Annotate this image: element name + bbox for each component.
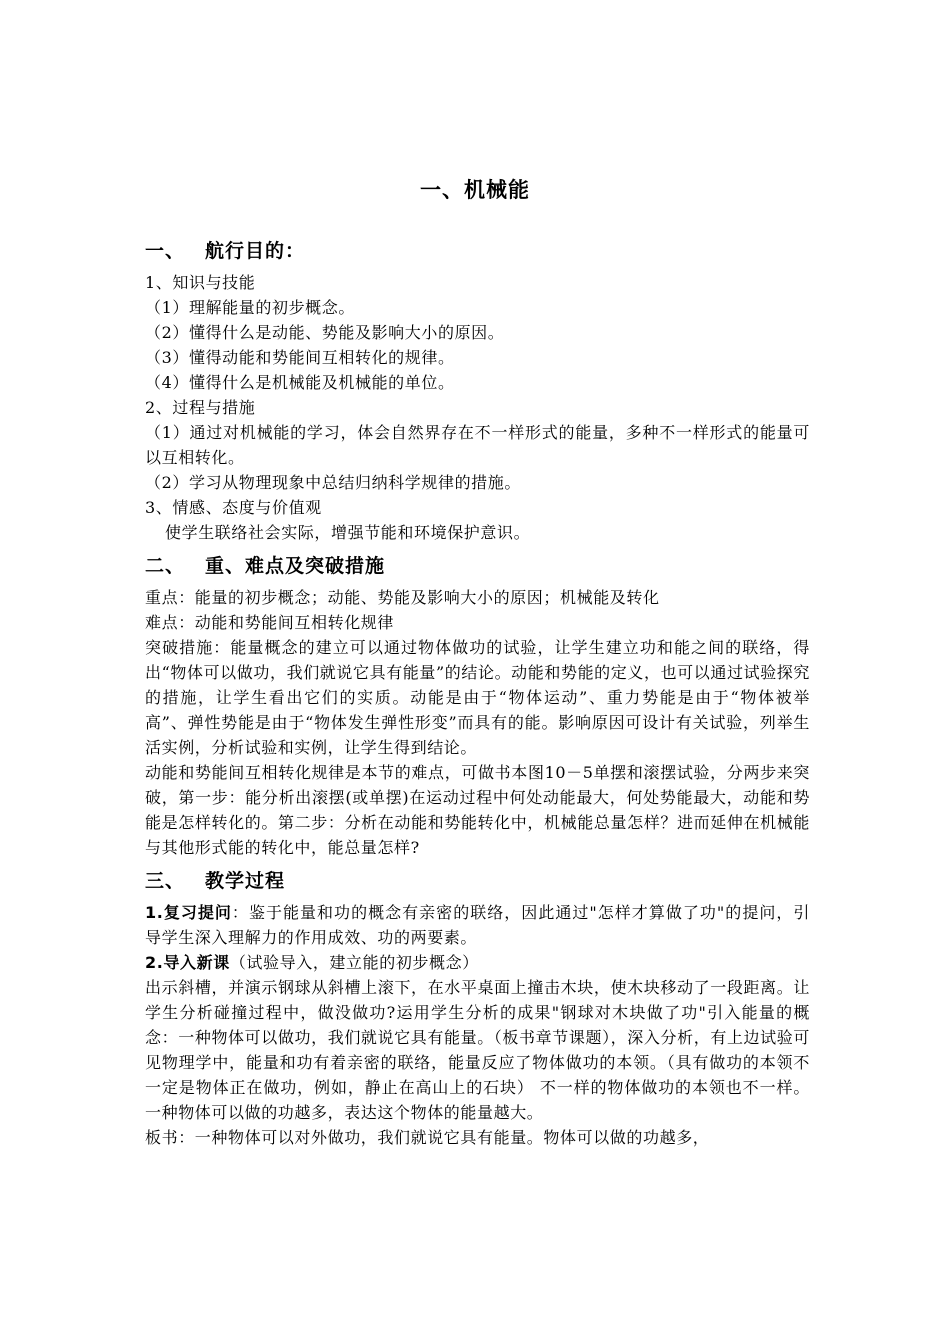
- step-label: 1.复习提问: [145, 903, 232, 922]
- list-item: （2）学习从物理现象中总结归纳科学规律的措施。: [145, 473, 521, 492]
- list-item: （1）通过对机械能的学习，体会自然界存在不一样形式的能量，多种不一样形式的能量可以互相转化。: [145, 423, 810, 467]
- list-item: （2）懂得什么是动能、势能及影响大小的原因。: [145, 323, 505, 342]
- section-number: 三、: [145, 870, 186, 892]
- paragraph: 重点：能量的初步概念；动能、势能及影响大小的原因；机械能及转化: [145, 588, 660, 607]
- section-title: 重、难点及突破措施: [205, 555, 386, 577]
- paragraph: [145, 950, 810, 975]
- paragraph: 出示斜槽，并演示钢球从斜槽上滚下，在水平桌面上撞击木块，使木块移动了一段距离。让学生分析碰撞过程中，做没做功?运用学生分析的成果"钢球对木块做了功"引入能量的概念：一种物体可以做功，我们就说它具有能量。（板书章节课题），深入分析，有上边试验可见物理学中，能量和功有着亲密的联络，能量反应了物体做功的本领。（具有做功的本领不一定是物体正在做功，例如，静止在高山上的石块） 不一样的物体做功的本领也不一样。一种物体可以做的功越多，表达这个物体的能量越大。: [145, 978, 810, 1122]
- list-item: （4）懂得什么是机械能及机械能的单位。: [145, 373, 455, 392]
- list-item: 3、情感、态度与价值观: [145, 498, 322, 517]
- section-number: 一、: [145, 240, 186, 262]
- list-item: 2、过程与措施: [145, 398, 256, 417]
- paragraph: 突破措施：能量概念的建立可以通过物体做功的试验，让学生建立功和能之间的联络，得出“物体可以做功，我们就说它具有能量”的结论。动能和势能的定义，也可以通过试验探究的措施，让学生看出它们的实质。动能是由于“物体运动”、重力势能是由于“物体被举高”、弹性势能是由于“物体发生弹性形变”而具有的能。影响原因可设计有关试验，列举生活实例，分析试验和实例，让学生得到结论。: [145, 638, 810, 757]
- section-title: 航行目的：: [205, 240, 306, 262]
- paragraph: [145, 900, 810, 950]
- list-item: 1、知识与技能: [145, 273, 256, 292]
- step-label: 2.导入新课: [145, 953, 230, 972]
- section-heading-objectives: [145, 236, 810, 266]
- paragraph: 板书：一种物体可以对外做功，我们就说它具有能量。物体可以做的功越多，: [145, 1128, 710, 1147]
- list-item: （1）理解能量的初步概念。: [145, 298, 355, 317]
- section-heading-process: [145, 866, 810, 896]
- step-text: （试验导入，建立能的初步概念）: [229, 953, 479, 972]
- list-item: 使学生联络社会实际，增强节能和环境保护意识。: [165, 523, 531, 542]
- section-heading-keypoints: [145, 551, 810, 581]
- paragraph: 动能和势能间互相转化规律是本节的难点，可做书本图10－5单摆和滚摆试验，分两步来突破，第一步：能分析出滚摆(或单摆)在运动过程中何处动能最大，何处势能最大，动能和势能是怎样转化的。第二步：分析在动能和势能转化中，机械能总量怎样？进而延伸在机械能与其他形式能的转化中，能总量怎样?: [145, 763, 810, 857]
- step-text: ：鉴于能量和功的概念有亲密的联络，因此通过"怎样才算做了功"的提问，引导学生深入理解力的作用成效、功的两要素。: [145, 903, 810, 947]
- paragraph: 难点：动能和势能间互相转化规律: [145, 613, 395, 632]
- document-body: [145, 236, 810, 1150]
- section-title: 教学过程: [205, 870, 286, 892]
- section-number: 二、: [145, 555, 186, 577]
- document-title: 一、机械能: [420, 178, 530, 202]
- list-item: （3）懂得动能和势能间互相转化的规律。: [145, 348, 455, 367]
